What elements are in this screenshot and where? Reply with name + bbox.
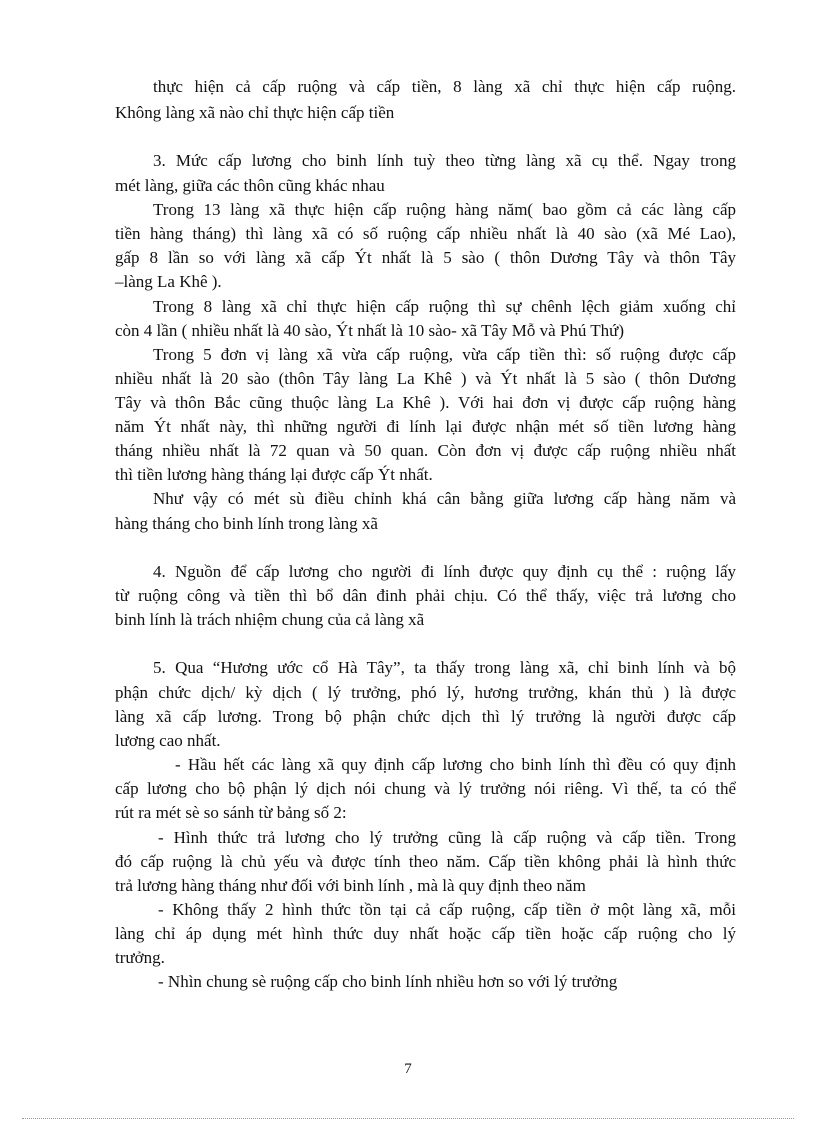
text-line: rút ra mét sè so sánh từ bảng số 2: (115, 803, 347, 822)
text-line: Như vậy có mét sù điều chỉnh khá cân bằng giữa lương cấp hàng năm và (153, 489, 736, 508)
page-bottom-border (22, 1118, 794, 1119)
text-line: trả lương hàng tháng như đối với binh lính , mà là quy định theo năm (115, 876, 586, 895)
text-line: binh lính là trách nhiệm chung của cả làng xã (115, 610, 425, 629)
text-line: từ ruộng công và tiền thì bổ dân đinh phải chịu. Có thể thấy, việc trả lương cho (115, 586, 736, 605)
text-line: nhiều nhất là 20 sào (thôn Tây làng La Khê ) và Ýt nhất là 5 sào ( thôn Dương (115, 369, 736, 388)
text-line: - Không thấy 2 hình thức tồn tại cả cấp ruộng, cấp tiền ở một làng xã, mỗi (158, 900, 736, 919)
text-line: Trong 8 làng xã chỉ thực hiện cấp ruộng thì sự chênh lệch giảm xuống chỉ (153, 297, 736, 316)
text-line: 3. Mức cấp lương cho binh lính tuỳ theo từng làng xã cụ thể. Ngay trong (153, 151, 736, 170)
page-number: 7 (404, 1061, 412, 1077)
text-line: - Hình thức trả lương cho lý trưởng cũng là cấp ruộng và cấp tiền. Trong (158, 828, 736, 847)
text-line: tiền hàng tháng) thì làng xã có số ruộng cấp nhiều nhất là 40 sào (xã Mé Lao), (115, 224, 736, 243)
text-line: hàng tháng cho binh lính trong làng xã (115, 514, 378, 533)
text-line: gấp 8 lần so với làng xã cấp Ýt nhất là 5 sào ( thôn Dương Tây và thôn Tây (115, 248, 736, 267)
text-line: thực hiện cả cấp ruộng và cấp tiền, 8 làng xã chỉ thực hiện cấp ruộng. (153, 77, 736, 96)
text-line: trưởng. (115, 948, 165, 967)
text-line: cấp lương cho bộ phận lý dịch nói chung và lý trưởng nói riêng. Vì thế, ta có thể (115, 779, 736, 798)
text-line: Trong 5 đơn vị làng xã vừa cấp ruộng, vừa cấp tiền thì: số ruộng được cấp (153, 345, 736, 364)
text-line: Tây và thôn Bắc cũng thuộc làng La Khê ). Với hai đơn vị được cấp ruộng hàng (115, 393, 736, 412)
text-line: mét làng, giữa các thôn cũng khác nhau (115, 176, 385, 195)
text-line: - Nhìn chung sè ruộng cấp cho binh lính nhiều hơn so với lý trưởng (158, 972, 618, 991)
text-line: thì tiền lương hàng tháng lại được cấp Ýt nhất. (115, 465, 433, 484)
text-line: đó cấp ruộng là chủ yếu và được tính theo năm. Cấp tiền không phải là hình thức (115, 852, 736, 871)
text-line: còn 4 lần ( nhiều nhất là 40 sào, Ýt nhất là 10 sào- xã Tây Mỗ và Phú Thứ) (115, 321, 625, 340)
text-line: –làng La Khê ). (115, 272, 222, 291)
text-line: Trong 13 làng xã thực hiện cấp ruộng hàng năm( bao gồm cả các làng cấp (153, 200, 736, 219)
text-line: năm Ýt nhất này, thì những người đi lính lại được nhận mét số tiền lương hàng (115, 417, 736, 436)
text-line: tháng nhiều nhất là 72 quan và 50 quan. Còn đơn vị được cấp ruộng nhiều nhất (115, 441, 736, 460)
text-line: 5. Qua “Hương ước cổ Hà Tây”, ta thấy trong làng xã, chỉ binh lính và bộ (153, 658, 736, 677)
text-line: - Hầu hết các làng xã quy định cấp lương cho binh lính thì đều có quy định (175, 755, 736, 774)
text-line: Không làng xã nào chỉ thực hiện cấp tiền (115, 103, 395, 122)
text-line: làng chỉ áp dụng mét hình thức duy nhất hoặc cấp tiền hoặc cấp ruộng cho lý (115, 924, 736, 943)
text-line: 4. Nguồn để cấp lương cho người đi lính được quy định cụ thể : ruộng lấy (153, 562, 736, 581)
text-line: lương cao nhất. (115, 731, 221, 750)
text-line: làng xã cấp lương. Trong bộ phận chức dịch thì lý trưởng là người được cấp (115, 707, 736, 726)
text-line: phận chức dịch/ kỳ dịch ( lý trưởng, phó lý, hương trưởng, khán thủ ) là được (115, 683, 736, 702)
